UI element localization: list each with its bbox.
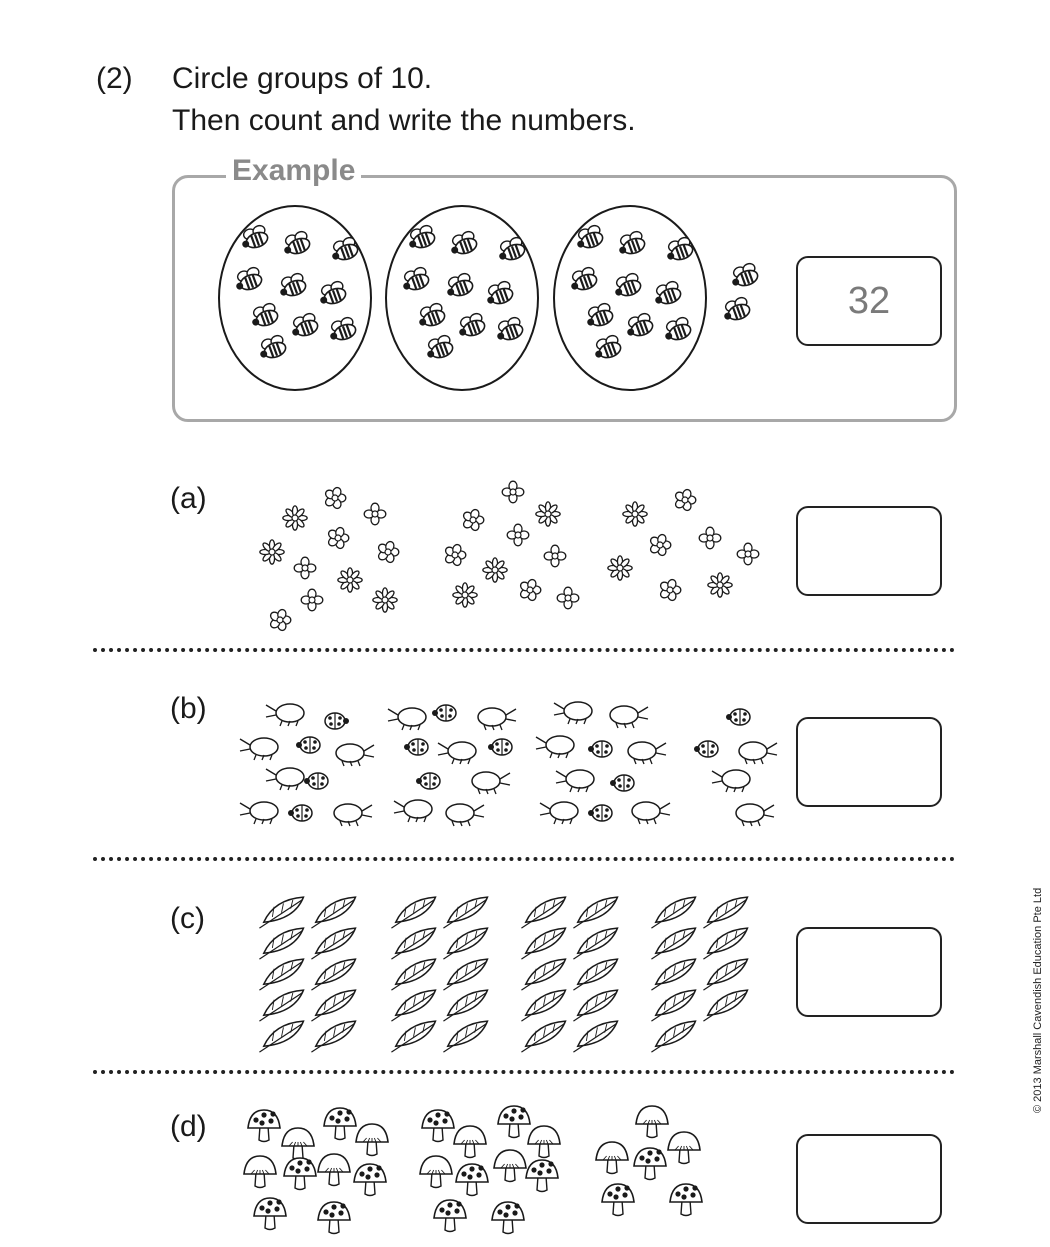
- leaf: [698, 988, 752, 1021]
- mushroom: [244, 1156, 276, 1188]
- leaf: [386, 988, 440, 1021]
- flower: [557, 587, 579, 609]
- bee: [615, 230, 647, 258]
- beetle: [556, 770, 594, 792]
- row-b-answer-box[interactable]: [796, 717, 942, 807]
- beetle: [610, 706, 648, 728]
- flower: [294, 557, 316, 579]
- bee: [623, 312, 655, 340]
- mushroom: [670, 1184, 702, 1216]
- copyright-notice: © 2013 Marshall Cavendish Education Pte Ltd: [1032, 887, 1044, 1113]
- leaf: [386, 926, 440, 959]
- bee: [256, 334, 288, 362]
- leaf: [306, 926, 360, 959]
- flower: [327, 526, 349, 549]
- divider-1: [93, 648, 955, 652]
- mushroom: [668, 1132, 700, 1164]
- beetle: [266, 704, 304, 726]
- instruction-line-1: Circle groups of 10.: [172, 62, 433, 95]
- ladybird: [694, 741, 718, 757]
- flower: [377, 540, 399, 563]
- leaf: [516, 957, 570, 990]
- ladybird: [404, 739, 428, 755]
- leaf: [438, 988, 492, 1021]
- leaf: [254, 1019, 308, 1052]
- bee: [495, 236, 527, 264]
- leaf: [306, 957, 360, 990]
- leaf: [306, 1019, 360, 1052]
- question-number: (2): [96, 62, 133, 95]
- mushroom: [318, 1154, 350, 1186]
- mushrooms-illustration: [240, 1100, 720, 1240]
- leaf: [568, 988, 622, 1021]
- bee: [415, 302, 447, 330]
- example-label: Example: [226, 154, 361, 188]
- beetle: [240, 738, 278, 760]
- bee: [611, 272, 643, 300]
- beetle: [394, 800, 432, 822]
- example-group-circle-1: [219, 206, 371, 390]
- mushroom: [636, 1106, 668, 1138]
- bee: [493, 316, 525, 344]
- mushroom: [318, 1202, 350, 1234]
- leaf: [646, 895, 700, 928]
- flower: [674, 488, 696, 511]
- divider-2: [93, 857, 955, 861]
- ladybird: [325, 713, 349, 729]
- mushroom: [284, 1158, 316, 1190]
- beetle: [240, 802, 278, 824]
- beetle: [628, 742, 666, 764]
- beetle: [536, 736, 574, 758]
- leaf: [306, 988, 360, 1021]
- beetle: [472, 772, 510, 794]
- beetle: [388, 708, 426, 730]
- leaf: [698, 926, 752, 959]
- mushroom: [248, 1110, 280, 1142]
- flower: [444, 543, 466, 566]
- bee: [288, 312, 320, 340]
- leaf: [516, 895, 570, 928]
- beetle: [540, 802, 578, 824]
- example-group-circle-2: [386, 206, 538, 390]
- beetle: [632, 802, 670, 824]
- leaf: [254, 988, 308, 1021]
- ladybird: [726, 709, 750, 725]
- mushroom: [254, 1198, 286, 1230]
- bee: [483, 280, 515, 308]
- bee: [238, 224, 270, 252]
- ladybird: [296, 737, 320, 753]
- bee: [661, 316, 693, 344]
- beetle: [478, 708, 516, 730]
- bee: [728, 262, 760, 290]
- ladybird: [416, 773, 440, 789]
- bee: [316, 280, 348, 308]
- mushroom: [324, 1108, 356, 1140]
- bee: [663, 236, 695, 264]
- example-group-circle-3: [554, 206, 706, 390]
- divider-3: [93, 1070, 955, 1074]
- mushroom: [456, 1164, 488, 1196]
- example-answer-box: 32: [796, 256, 942, 346]
- flower: [536, 502, 560, 526]
- flower: [699, 527, 721, 549]
- flower: [623, 502, 647, 526]
- instruction-line-2: Then count and write the numbers.: [172, 104, 636, 137]
- beetles-illustration: [240, 695, 785, 840]
- row-a-answer-box[interactable]: [796, 506, 942, 596]
- ladybird: [304, 773, 328, 789]
- leaf: [386, 957, 440, 990]
- leaf: [568, 895, 622, 928]
- mushroom: [422, 1110, 454, 1142]
- ladybird: [588, 805, 612, 821]
- beetle: [334, 804, 372, 826]
- bee: [573, 224, 605, 252]
- bee: [399, 266, 431, 294]
- bee: [326, 316, 358, 344]
- bee: [423, 334, 455, 362]
- leaf: [516, 1019, 570, 1052]
- ladybird: [588, 741, 612, 757]
- bee: [248, 302, 280, 330]
- mushroom: [492, 1202, 524, 1234]
- leaf: [698, 957, 752, 990]
- leaf: [438, 957, 492, 990]
- leaf: [646, 957, 700, 990]
- bee: [443, 272, 475, 300]
- mushroom: [528, 1126, 560, 1158]
- row-c-label: (c): [170, 902, 205, 935]
- mushroom: [596, 1142, 628, 1174]
- bee: [232, 266, 264, 294]
- bee: [328, 236, 360, 264]
- mushroom: [356, 1124, 388, 1156]
- row-b-label: (b): [170, 692, 207, 725]
- beetle: [438, 742, 476, 764]
- mushroom: [354, 1164, 386, 1196]
- leaf: [568, 957, 622, 990]
- mushroom: [454, 1126, 486, 1158]
- flower: [338, 568, 362, 592]
- flower: [544, 545, 566, 567]
- flower: [269, 608, 291, 631]
- flower: [301, 589, 323, 611]
- mushroom: [498, 1106, 530, 1138]
- leaf: [646, 1019, 700, 1052]
- ladybird: [288, 805, 312, 821]
- bee: [583, 302, 615, 330]
- leaf: [438, 895, 492, 928]
- leaf: [568, 926, 622, 959]
- beetle: [712, 770, 750, 792]
- mushroom: [420, 1156, 452, 1188]
- mushroom: [634, 1148, 666, 1180]
- leaf: [254, 957, 308, 990]
- flower: [608, 556, 632, 580]
- flower: [373, 588, 397, 612]
- beetle: [736, 804, 774, 826]
- row-c-answer-box[interactable]: [796, 927, 942, 1017]
- flower: [502, 481, 524, 503]
- leaf: [516, 926, 570, 959]
- flower: [659, 578, 681, 601]
- bee: [447, 230, 479, 258]
- flower: [507, 524, 529, 546]
- ladybird: [610, 775, 634, 791]
- beetle: [446, 804, 484, 826]
- bee: [720, 296, 752, 324]
- bee: [455, 312, 487, 340]
- flower: [737, 543, 759, 565]
- leaf: [306, 895, 360, 928]
- beetle: [739, 742, 777, 764]
- leaf: [438, 926, 492, 959]
- leaf: [516, 988, 570, 1021]
- leaf: [254, 895, 308, 928]
- bee: [591, 334, 623, 362]
- mushroom: [434, 1200, 466, 1232]
- leaf: [386, 895, 440, 928]
- row-d-answer-box[interactable]: [796, 1134, 942, 1224]
- flower: [649, 533, 671, 556]
- ladybird: [488, 739, 512, 755]
- row-d-label: (d): [170, 1110, 207, 1143]
- mushroom: [494, 1150, 526, 1182]
- leaf: [386, 1019, 440, 1052]
- flower: [324, 486, 346, 509]
- leaf: [646, 988, 700, 1021]
- bee: [280, 230, 312, 258]
- row-a-label: (a): [170, 482, 207, 515]
- flower: [519, 578, 541, 601]
- leaves-illustration: [255, 895, 765, 1050]
- ladybird: [432, 705, 456, 721]
- leaf: [646, 926, 700, 959]
- bee: [567, 266, 599, 294]
- flower: [364, 503, 386, 525]
- leaf: [254, 926, 308, 959]
- bee: [405, 224, 437, 252]
- leaf: [698, 895, 752, 928]
- beetle: [554, 702, 592, 724]
- beetle: [336, 744, 374, 766]
- mushroom: [602, 1184, 634, 1216]
- flower: [283, 506, 307, 530]
- bee: [651, 280, 683, 308]
- flowers-illustration: [250, 480, 780, 620]
- bee: [276, 272, 308, 300]
- mushroom: [282, 1128, 314, 1160]
- flower: [453, 583, 477, 607]
- flower: [260, 540, 284, 564]
- leaf: [568, 1019, 622, 1052]
- example-bees-illustration: [215, 200, 775, 400]
- flower: [708, 573, 732, 597]
- beetle: [266, 768, 304, 790]
- flower: [483, 558, 507, 582]
- flower: [462, 508, 484, 531]
- mushroom: [526, 1160, 558, 1192]
- leaf: [438, 1019, 492, 1052]
